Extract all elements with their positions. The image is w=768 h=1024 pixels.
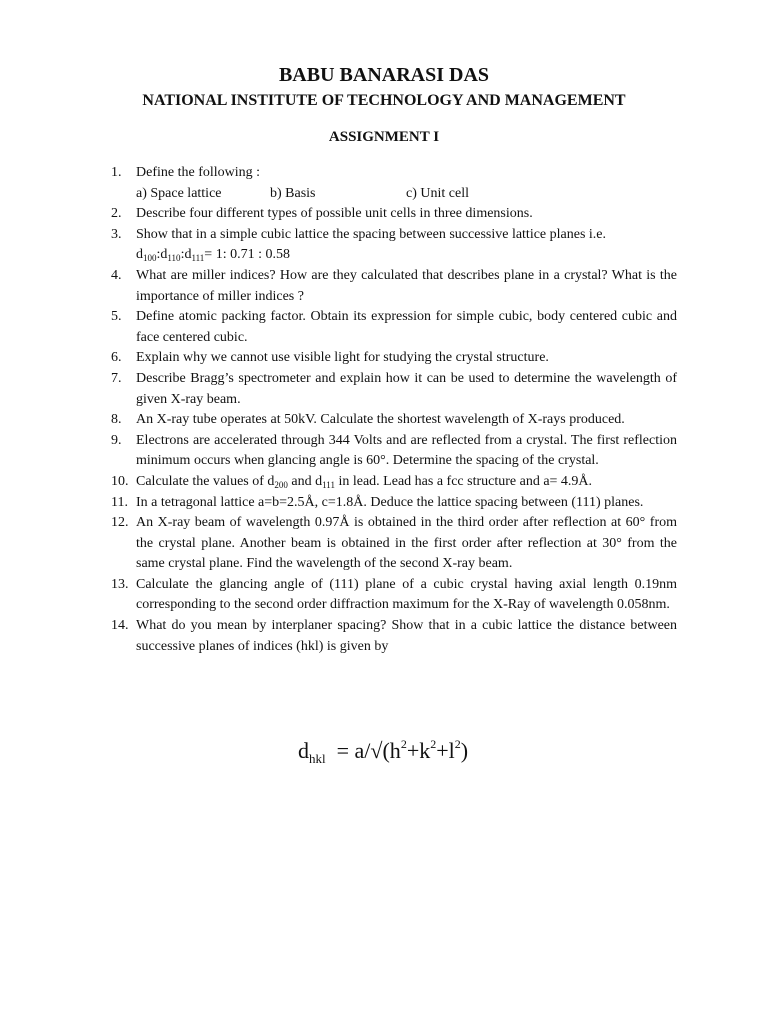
formula-l: +l xyxy=(436,738,455,763)
question-item xyxy=(0,575,677,616)
question-list xyxy=(0,163,768,657)
ratio-sep: :d xyxy=(156,247,168,263)
question-number: 4. xyxy=(111,267,122,283)
question-text: Explain why we cannot use visible light for studying the crystal structure. xyxy=(136,350,549,366)
question-number: 1. xyxy=(111,165,122,180)
question-text: Electrons are accelerated through 344 Volts and are reflected from a crystal. The first reflection minimum occurs when glancing angle is 60°. Determine the spacing of the crystal. xyxy=(136,432,677,469)
formula-k: +k xyxy=(406,738,431,763)
question-text: An X-ray tube operates at 50kV. Calculate the shortest wavelength of X-rays produced. xyxy=(136,412,625,428)
question-number: 5. xyxy=(111,309,122,325)
question-number: 6. xyxy=(111,350,122,366)
ratio-d: d xyxy=(136,247,143,263)
formula-superscript: 2 xyxy=(430,737,437,751)
subscript: 111 xyxy=(322,479,335,490)
question-number: 3. xyxy=(111,226,122,242)
text-part: Calculate the values of d xyxy=(136,473,275,489)
question-item xyxy=(0,348,677,369)
question-item xyxy=(0,307,677,348)
question-item xyxy=(0,431,677,472)
question-item xyxy=(0,513,677,575)
institute-full-name: NATIONAL INSTITUTE OF TECHNOLOGY AND MANAGEMENT xyxy=(142,92,626,109)
formula-equals: = a/√(h xyxy=(325,738,401,763)
text-part: in lead. Lead has a fcc structure and a= 4.9Å. xyxy=(334,473,593,489)
question-text: Define atomic packing factor. Obtain its expression for simple cubic, body centered cubic and face centered cubic. xyxy=(136,309,677,345)
question-number: 10. xyxy=(111,473,129,489)
question-item xyxy=(0,369,677,410)
question-text: What do you mean by interplaner spacing? Show that in a cubic lattice the distance between successive planes of indices (hkl) is given by xyxy=(136,618,677,654)
question-item xyxy=(0,410,677,431)
question-text xyxy=(136,474,592,489)
sub-option-b: b) Basis xyxy=(270,185,316,201)
interplanar-spacing-formula xyxy=(298,738,468,764)
spacing-ratio xyxy=(136,245,677,266)
ratio-sub: 111 xyxy=(191,253,205,264)
sub-option-c: c) Unit cell xyxy=(406,185,469,201)
question-number: 8. xyxy=(111,412,122,428)
assignment-title: ASSIGNMENT I xyxy=(328,129,440,145)
ratio-values: = 1: 0.71 : 0.58 xyxy=(204,247,290,263)
formula-superscript: 2 xyxy=(454,737,461,751)
question-number: 13. xyxy=(111,576,129,592)
question-text: Calculate the glancing angle of (111) plane of a cubic crystal having axial length 0.19nm corresponding to the second order diffraction maximum for the X-Ray of wavelength 0.058nm. xyxy=(136,576,677,613)
question-number: 12. xyxy=(111,515,129,531)
question-item xyxy=(0,266,677,307)
ratio-sep: :d xyxy=(180,247,192,263)
formula-subscript: hkl xyxy=(309,751,326,766)
question-text: Show that in a simple cubic lattice the spacing between successive lattice planes i.e. xyxy=(136,226,607,242)
subscript: 200 xyxy=(274,479,288,490)
formula-d: d xyxy=(298,738,309,763)
question-item xyxy=(0,163,677,204)
question-number: 7. xyxy=(111,370,122,386)
question-number: 14. xyxy=(111,618,129,634)
formula-superscript: 2 xyxy=(400,737,407,751)
ratio-sub: 100 xyxy=(143,253,157,264)
question-text: An X-ray beam of wavelength 0.97Å is obtained in the third order after reflection at 60° from the crystal plane. Another beam is obtained in the first order after reflection at 30° from the same crystal plane. Find the wavelength of the second X-ray beam. xyxy=(136,515,677,572)
question-number: 2. xyxy=(111,206,122,222)
question-item xyxy=(0,493,677,514)
question-item xyxy=(0,472,677,493)
question-text: In a tetragonal lattice a=b=2.5Å, c=1.8Å. Deduce the lattice spacing between (111) planes. xyxy=(136,494,644,510)
question-item xyxy=(0,616,677,657)
question-text: Define the following : xyxy=(136,165,261,180)
institution-title: BABU BANARASI DAS xyxy=(278,64,490,86)
question-item xyxy=(0,204,677,225)
question-text: Describe Bragg’s spectrometer and explain how it can be used to determine the wavelength of given X-ray beam. xyxy=(136,370,677,407)
question-number: 9. xyxy=(111,432,122,448)
question-number: 11. xyxy=(111,494,128,510)
question-text: What are miller indices? How are they calculated that describes plane in a crystal? What is the importance of miller indices ? xyxy=(136,267,677,304)
question-text: Describe four different types of possible unit cells in three dimensions. xyxy=(136,206,533,222)
text-part: and d xyxy=(287,473,323,489)
sub-option-a: a) Space lattice xyxy=(136,185,222,201)
question-item xyxy=(0,225,677,266)
sub-options xyxy=(136,184,677,205)
formula-close: ) xyxy=(460,738,469,763)
ratio-sub: 110 xyxy=(167,253,181,264)
